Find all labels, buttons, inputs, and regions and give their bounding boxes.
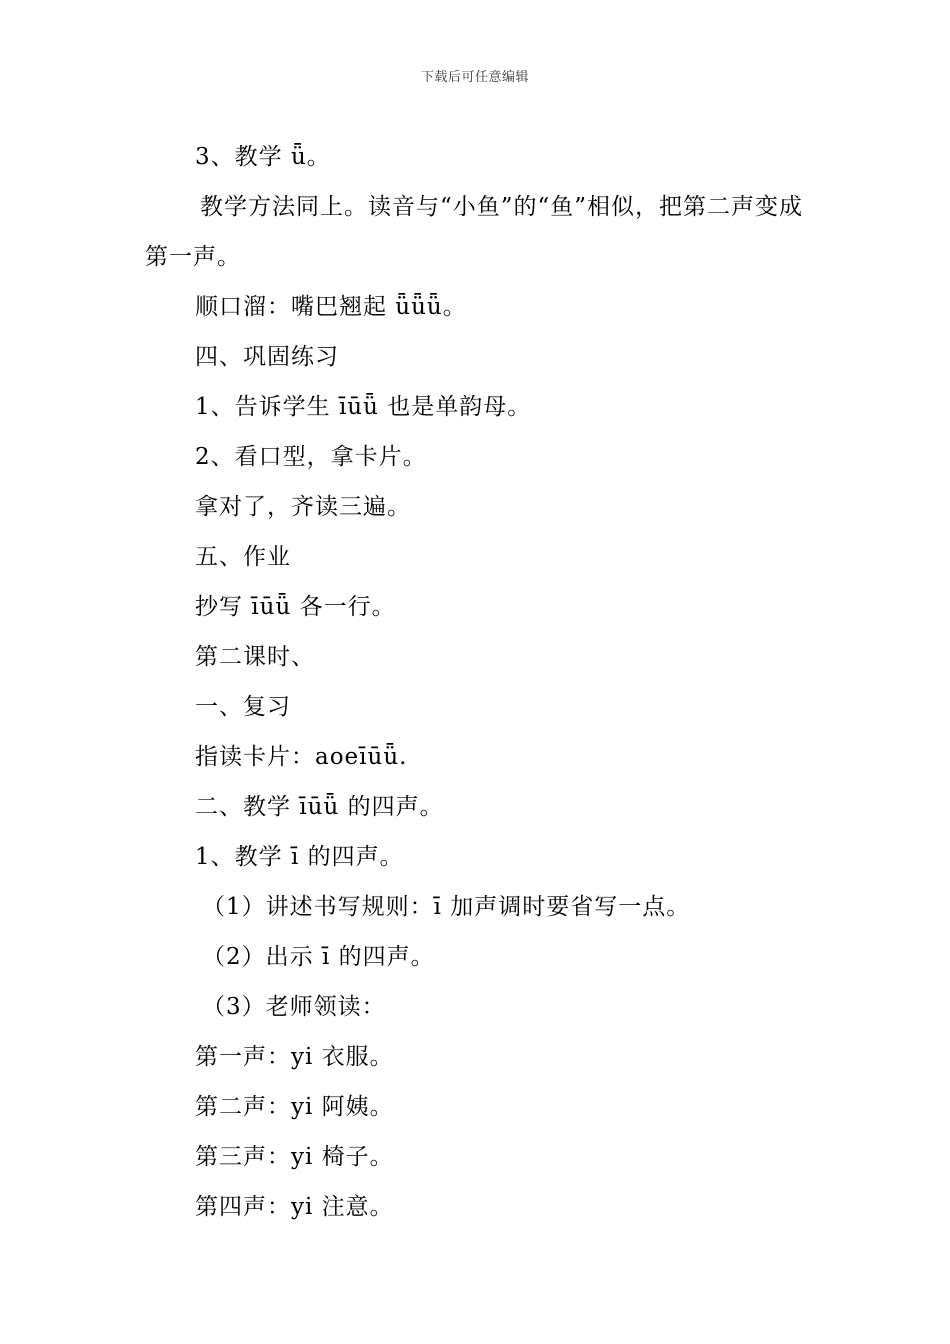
paragraph-line: 第三声：yi 椅子。 (195, 1144, 394, 1170)
paragraph-line: 拿对了，齐读三遍。 (195, 494, 411, 520)
paragraph-line: 2、看口型，拿卡片。 (195, 444, 427, 470)
paragraph-line: 顺口溜：嘴巴翘起 ǖǖǖ。 (195, 294, 467, 320)
paragraph-line: 抄写 īūǖ 各一行。 (195, 594, 396, 620)
paragraph-line: 第一声：yi 衣服。 (195, 1044, 394, 1070)
paragraph-line: （3）老师领读： (202, 994, 386, 1020)
section-heading: 四、巩固练习 (195, 344, 339, 370)
document-body (145, 132, 810, 1232)
paragraph-line: 教学方法同上。读音与“小鱼”的“鱼”相似，把第二声变成第一声。 (145, 194, 804, 270)
paragraph-line: 1、教学 ī 的四声。 (195, 844, 404, 870)
section-heading: 一、复习 (195, 694, 291, 720)
section-heading: 第二课时、 (195, 644, 315, 670)
paragraph-line: 3、教学 ǖ。 (195, 144, 331, 170)
paragraph-line: （2）出示 ī 的四声。 (202, 944, 435, 970)
paragraph-line: 第二声：yi 阿姨。 (195, 1094, 394, 1120)
paragraph-line: 指读卡片：aoeīūǖ. (195, 744, 408, 770)
page-header: 下载后可任意编辑 (420, 70, 529, 85)
paragraph-line: 1、告诉学生 īūǖ 也是单韵母。 (195, 394, 532, 420)
section-heading: 五、作业 (195, 544, 291, 570)
paragraph-line: 第四声：yi 注意。 (195, 1194, 394, 1220)
paragraph-line: （1）讲述书写规则：ī 加声调时要省写一点。 (202, 894, 691, 920)
section-heading: 二、教学 īūǖ 的四声。 (195, 794, 444, 820)
